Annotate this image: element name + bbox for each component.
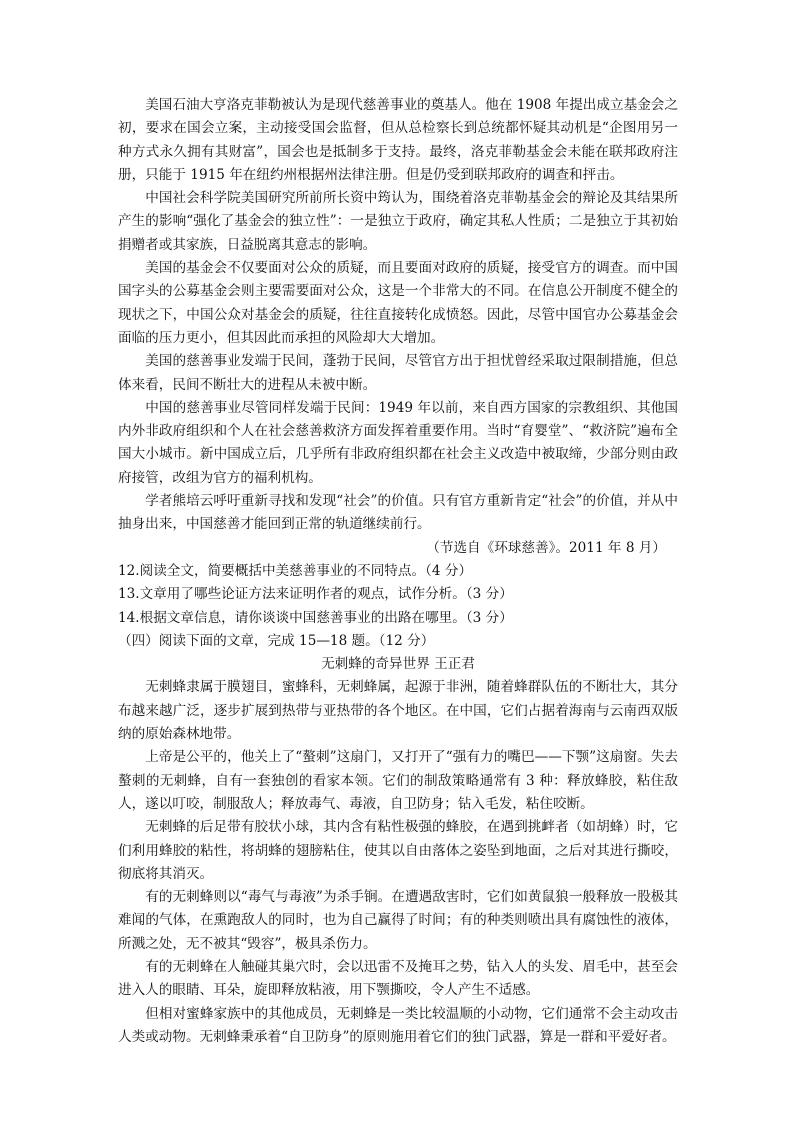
question-item: 14.根据文章信息，请你谈谈中国慈善事业的出路在哪里。（3 分） bbox=[118, 609, 513, 626]
article-charity bbox=[118, 94, 678, 560]
paragraph: 中国社会科学院美国研究所前所长资中筠认为，围绕着洛克菲勒基金会的辩论及其结果所产生的影响“强化了基金会的独立性”：一是独立于政府，确定其私人性质；二是独立于其初始捐赠者或其家族，日益脱离其意志的影响。 bbox=[118, 190, 678, 253]
article-stingless-bee bbox=[118, 653, 678, 1049]
paragraph: 但相对蜜蜂家族中的其他成员，无刺蜂是一类比较温顺的小动物，它们通常不会主动攻击人类或动物。无刺蜂秉承着“自卫防身”的原则施用着它们的独门武器，算是一群和平爱好者。 bbox=[118, 1005, 678, 1045]
paragraph: 无刺蜂隶属于膜翅目，蜜蜂科，无刺蜂属，起源于非洲，随着蜂群队伍的不断壮大，其分布越来越广泛，逐步扩展到热带与亚热带的各个地区。在中国，它们占据着海南与云南西双版纳的原始森林地带。 bbox=[118, 679, 678, 743]
question-item: 12.阅读全文，简要概括中美慈善事业的不同特点。（4 分） bbox=[118, 562, 473, 579]
article-source: （节选自《环球慈善》。2011 年 8 月） bbox=[426, 539, 666, 556]
paragraph: 有的无刺蜂则以“毒气与毒液”为杀手锏。在遭遇敌害时，它们如黄鼠狼一般释放一股极其难闻的气体，在熏跑敌人的同时，也为自己赢得了时间；有的种类则喷出具有腐蚀性的液体，所溅之处，无不被其“毁容”，极具杀伤力。 bbox=[118, 889, 678, 952]
paragraph: 无刺蜂的后足带有胶状小球，其内含有粘性极强的蜂胶，在遇到挑衅者（如胡蜂）时，它们利用蜂胶的粘性，将胡蜂的翅膀粘住，使其以自由落体之姿坠到地面，之后对其进行撕咬，彻底将其消灭。 bbox=[118, 819, 678, 882]
paragraph: 中国的慈善事业尽管同样发端于民间：1949 年以前，来自西方国家的宗教组织、其他国内外非政府组织和个人在社会慈善救济方面发挥着重要作用。当时“育婴堂”、“救济院”遍布全国大小城市。新中国成立后，几乎所有非政府组织都在社会主义改造中被取缔，少部分则由政府接管，改组为官方的福利机构。 bbox=[118, 399, 678, 486]
paragraph: 学者熊培云呼吁重新寻找和发现“社会”的价值。只有官方重新肯定“社会”的价值，并从中抽身出来，中国慈善才能回到正常的轨道继续前行。 bbox=[118, 493, 678, 533]
paragraph: 有的无刺蜂在人触碰其巢穴时，会以迅雷不及掩耳之势，钻入人的头发、眉毛中，甚至会进入人的眼睛、耳朵，旋即释放粘液，用下颚撕咬，令人产生不适感。 bbox=[118, 958, 678, 999]
paragraph: 上帝是公平的，他关上了“螯刺”这扇门，又打开了“强有力的嘴巴——下颚”这扇窗。失去螯刺的无刺蜂，自有一套独创的看家本领。它们的制敌策略通常有 3 种：释放蜂胶，粘住敌人，遂以叮咬，制服敌人；释放毒气、毒液，自卫防身；钻入毛发，粘住咬断。 bbox=[118, 749, 678, 812]
paragraph: 美国的基金会不仅要面对公众的质疑，而且要面对政府的质疑，接受官方的调查。而中国国字头的公募基金会则主要需要面对公众，这是一个非常大的不同。在信息公开制度不健全的现状之下，中国公众对基金会的质疑，往往直接转化成愤怒。因此，尽管中国官办公募基金会面临的压力更小，但其因此而承担的风险却大大增加。 bbox=[118, 260, 678, 346]
article-title: 无刺蜂的奇异世界 王正君 bbox=[321, 656, 475, 673]
question-list bbox=[118, 560, 678, 630]
paragraph: 美国石油大亨洛克菲勒被认为是现代慈善事业的奠基人。他在 1908 年提出成立基金会之初，要求在国会立案，主动接受国会监督，但从总检察长到总统都怀疑其动机是“企图用另一种方式永久拥有其财富”，国会也是抵制多于支持。最终，洛克菲勒基金会未能在联邦政府注册，只能于 1915 年在纽约州根据州法律注册。但是仍受到联邦政府的调查和抨击。 bbox=[118, 97, 678, 183]
document-page bbox=[118, 94, 678, 1049]
question-item: 13.文章用了哪些论证方法来证明作者的观点，试作分析。（3 分） bbox=[118, 586, 513, 603]
section-heading: （四）阅读下面的文章，完成 15—18 题。（12 分） bbox=[118, 632, 435, 649]
paragraph: 美国的慈善事业发端于民间，蓬勃于民间，尽管官方出于担忧曾经采取过限制措施，但总体来看，民间不断壮大的进程从未被中断。 bbox=[118, 353, 678, 393]
